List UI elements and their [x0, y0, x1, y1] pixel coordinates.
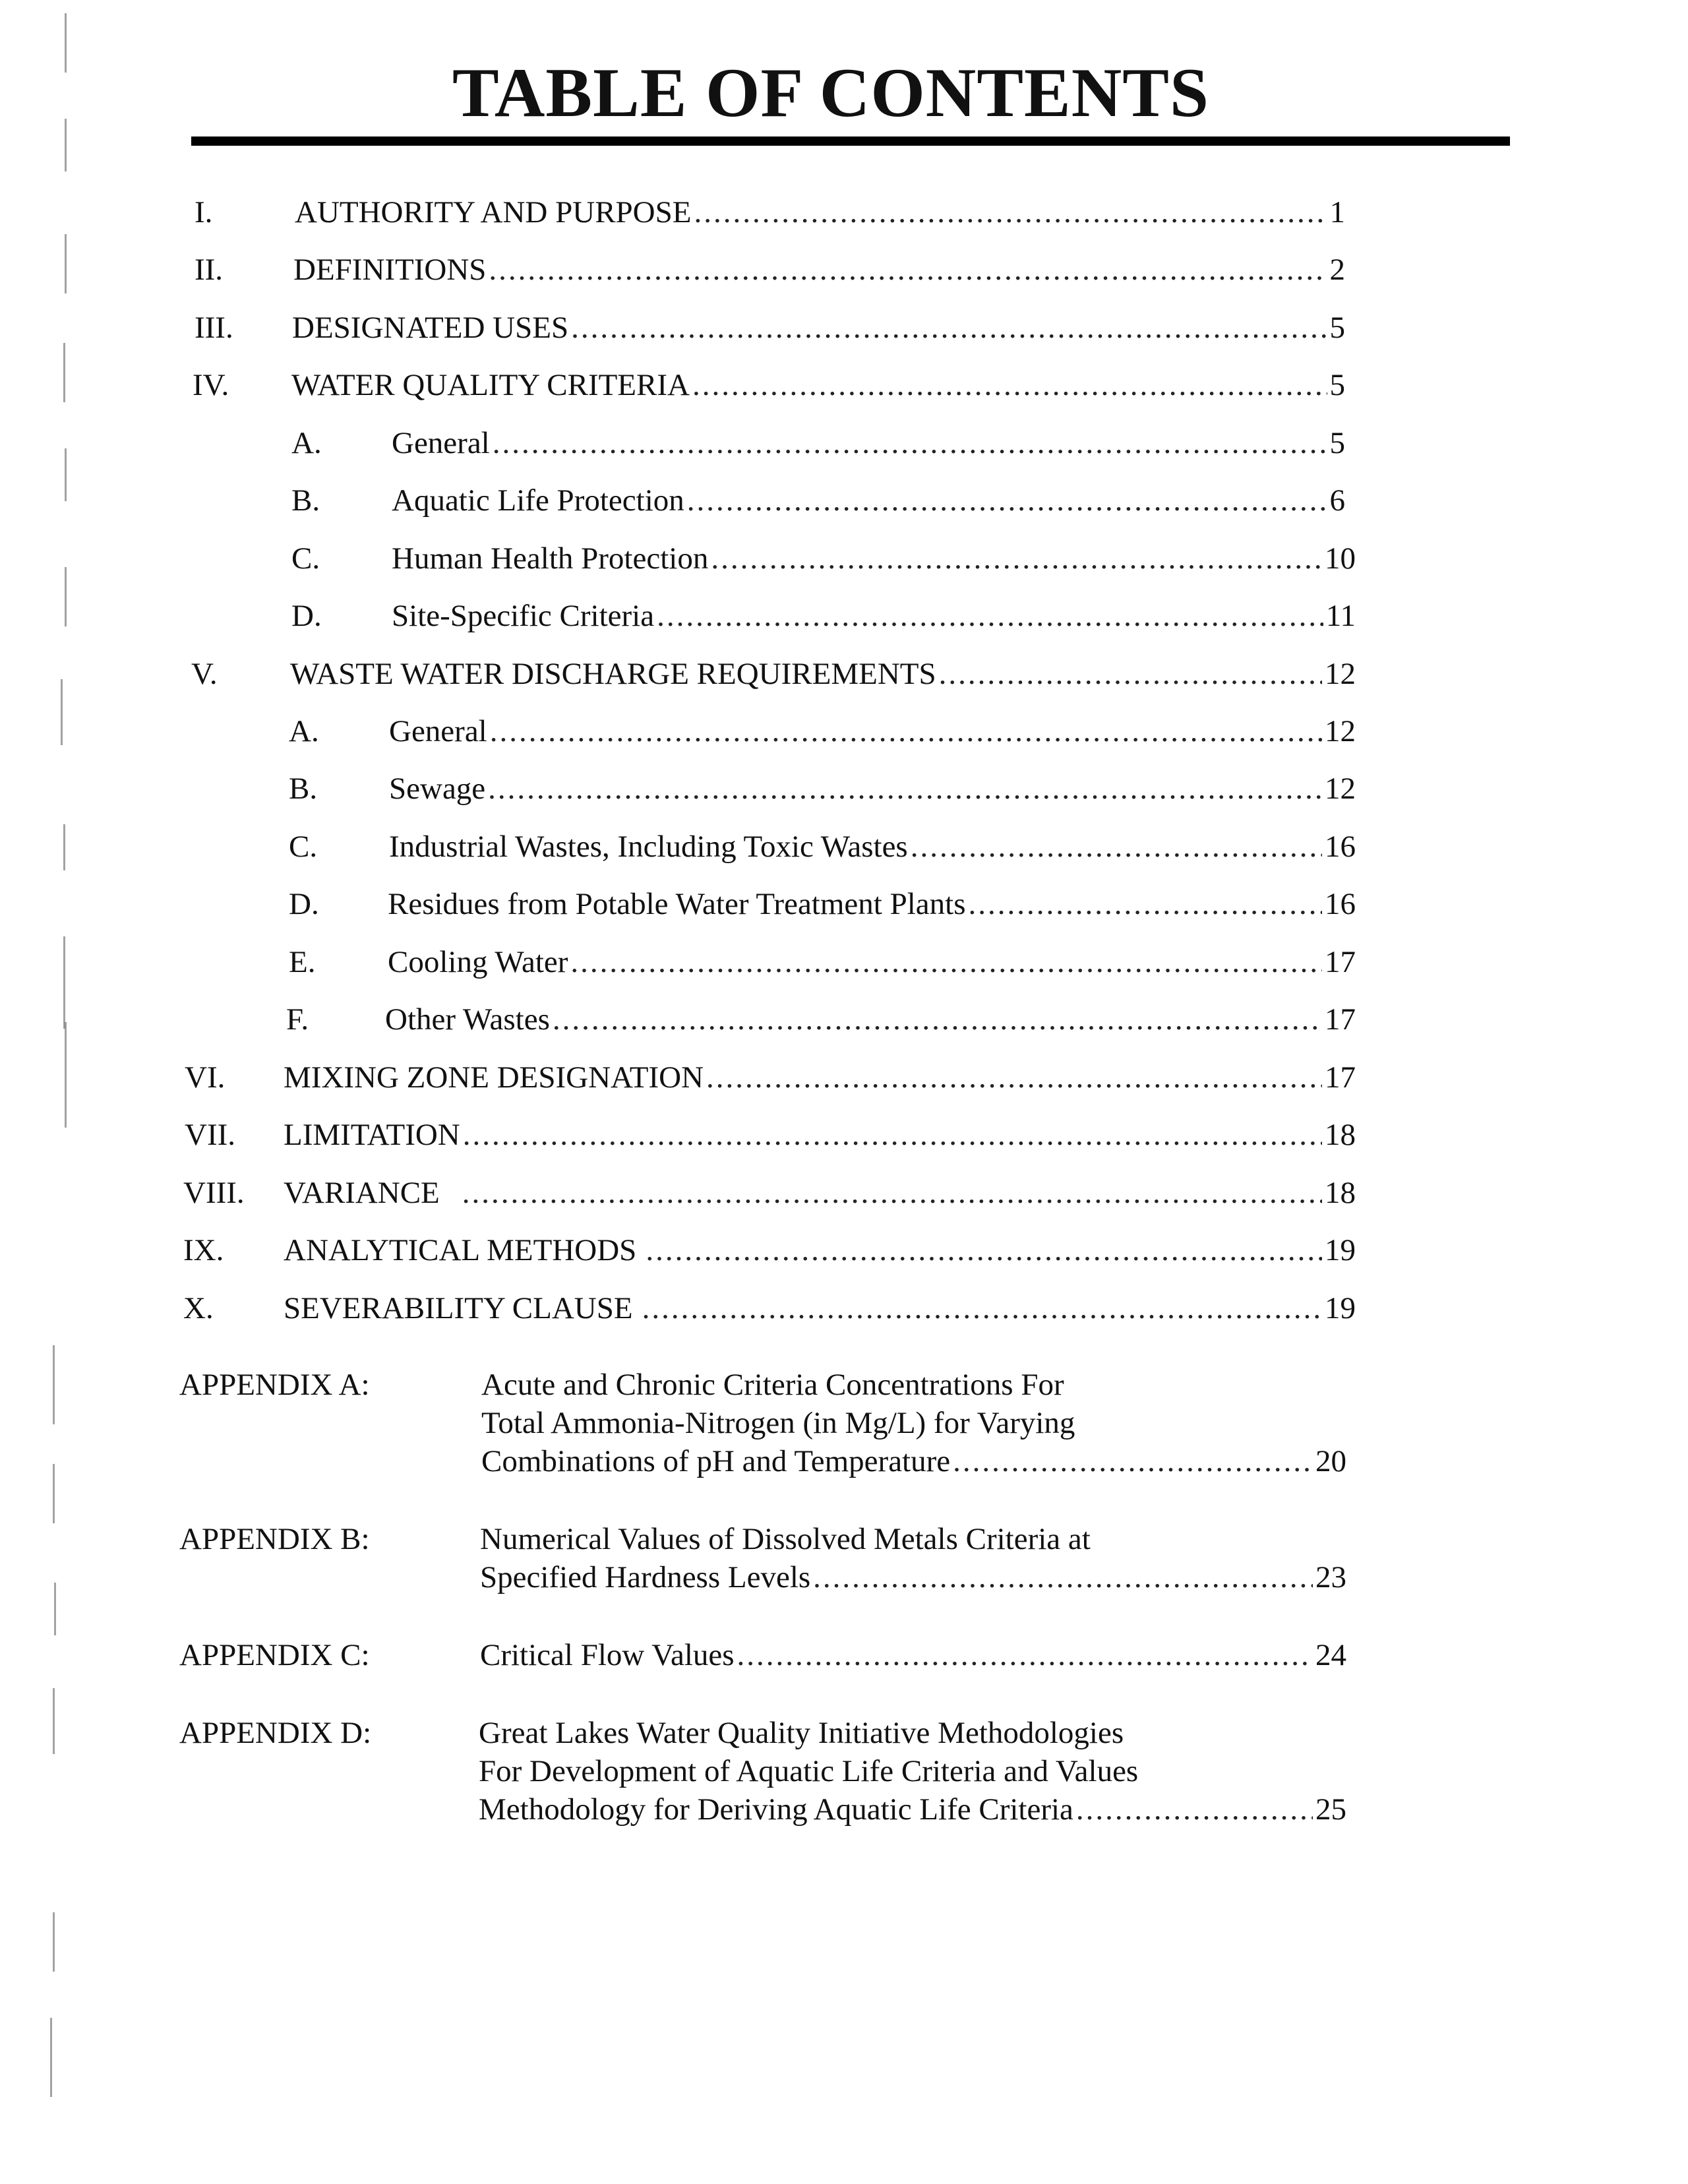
- dot-leader: [553, 1000, 1322, 1039]
- dot-leader: [488, 769, 1322, 808]
- page-title-text: TABLE OF CONTENTS: [452, 54, 1209, 131]
- appendix-title-line: For Development of Aquatic Life Criteria and Values: [479, 1754, 1139, 1788]
- appendix-title-line: Great Lakes Water Quality Initiative Methodologies: [479, 1716, 1124, 1750]
- dot-leader: [642, 1289, 1322, 1328]
- appendix-title-line: Numerical Values of Dissolved Metals Criteria at: [480, 1522, 1091, 1556]
- dot-leader: [694, 193, 1327, 232]
- appendix-page: 25: [1315, 1792, 1346, 1827]
- toc-entry[interactable]: [195, 308, 1345, 348]
- toc-entry-number: IV.: [193, 368, 229, 402]
- appendix-title-line: Critical Flow Values: [480, 1638, 735, 1672]
- dot-leader: [463, 1115, 1322, 1155]
- toc-entry-label: Aquatic Life Protection: [392, 483, 684, 518]
- appendix-key: APPENDIX A:: [179, 1368, 370, 1402]
- toc-entry-page: 6: [1329, 483, 1345, 518]
- toc-entry-number: A.: [289, 714, 319, 748]
- toc-entry-page: 17: [1325, 1060, 1356, 1095]
- toc-entry-page: 18: [1325, 1118, 1356, 1152]
- toc-entry-label: Cooling Water: [388, 945, 568, 979]
- toc-entry-label: VARIANCE: [284, 1176, 440, 1210]
- toc-entry-page: 10: [1325, 541, 1356, 576]
- appendix-entry[interactable]: [179, 1636, 1346, 1676]
- dot-leader: [939, 654, 1322, 694]
- toc-entry-number: F.: [286, 1002, 309, 1037]
- title-rule: [191, 136, 1510, 146]
- toc-entry-page: 11: [1325, 599, 1356, 633]
- dot-leader: [646, 1230, 1322, 1270]
- scan-binding-edge: [0, 0, 73, 2184]
- toc-subentry[interactable]: [291, 596, 1356, 636]
- toc-entry-number: I.: [195, 195, 213, 229]
- toc-entry-page: 5: [1329, 426, 1345, 460]
- toc-entry-number: VII.: [185, 1118, 235, 1152]
- appendix-page: 20: [1315, 1444, 1346, 1478]
- toc-entry-label: General: [389, 714, 487, 748]
- dot-leader: [490, 712, 1322, 751]
- appendix-title-line: Methodology for Deriving Aquatic Life Criteria: [479, 1792, 1073, 1827]
- toc-entry-label: Other Wastes: [385, 1002, 550, 1037]
- toc-entry-label: MIXING ZONE DESIGNATION: [284, 1060, 704, 1095]
- toc-entry-label: DESIGNATED USES: [292, 311, 569, 345]
- appendix-entry[interactable]: [179, 1520, 1346, 1599]
- dot-leader: [489, 250, 1327, 289]
- toc-entry-number: A.: [291, 426, 322, 460]
- appendix-page: 24: [1315, 1638, 1346, 1672]
- toc-entry-label: LIMITATION: [284, 1118, 460, 1152]
- appendix-key: APPENDIX B:: [179, 1522, 370, 1556]
- toc-entry-number: VI.: [185, 1060, 226, 1095]
- toc-entry-page: 19: [1325, 1233, 1356, 1267]
- dot-leader: [711, 539, 1322, 578]
- toc-entry-number: VIII.: [183, 1176, 245, 1210]
- dot-leader: [692, 365, 1327, 405]
- toc-entry[interactable]: [193, 365, 1345, 405]
- toc-entry-label: WASTE WATER DISCHARGE REQUIREMENTS: [290, 657, 936, 691]
- appendix-title-line: Total Ammonia-Nitrogen (in Mg/L) for Varying: [481, 1406, 1075, 1440]
- toc-entry-page: 12: [1325, 772, 1356, 806]
- toc-entry-page: 16: [1325, 887, 1356, 921]
- toc-entry-label: DEFINITIONS: [293, 253, 487, 287]
- toc-entry-page: 18: [1325, 1176, 1356, 1210]
- toc-subentry[interactable]: [291, 481, 1345, 520]
- appendix-key: APPENDIX C:: [179, 1638, 370, 1672]
- toc-entry[interactable]: [191, 654, 1356, 694]
- toc-entry[interactable]: [185, 1058, 1356, 1097]
- toc-subentry[interactable]: [291, 423, 1345, 463]
- toc-entry-number: B.: [291, 483, 320, 518]
- toc-entry-number: D.: [291, 599, 322, 633]
- toc-entry-number: V.: [191, 657, 218, 691]
- toc-subentry[interactable]: [289, 827, 1356, 866]
- dot-leader: [969, 884, 1323, 924]
- toc-entry-page: 2: [1329, 253, 1345, 287]
- toc-subentry[interactable]: [291, 539, 1356, 578]
- toc-entry-page: 5: [1329, 311, 1345, 345]
- toc-subentry[interactable]: [286, 1000, 1356, 1039]
- toc-entry-page: 5: [1329, 368, 1345, 402]
- toc-entry-number: E.: [289, 945, 316, 979]
- toc-entry-label: Site-Specific Criteria: [392, 599, 655, 633]
- toc-entry[interactable]: [195, 250, 1345, 289]
- dot-leader: [571, 308, 1327, 348]
- toc-entry-number: III.: [195, 311, 233, 345]
- toc-entry-label: ANALYTICAL METHODS: [284, 1233, 637, 1267]
- toc-entry[interactable]: [183, 1173, 1356, 1213]
- toc-entry-number: IX.: [183, 1233, 224, 1267]
- toc-subentry[interactable]: [289, 769, 1356, 808]
- page-title: [0, 54, 1688, 131]
- toc-entry-number: C.: [291, 541, 320, 576]
- toc-entry-label: Industrial Wastes, Including Toxic Wastes: [389, 830, 908, 864]
- toc-entry-page: 17: [1325, 945, 1356, 979]
- toc-entry-label: Human Health Protection: [392, 541, 709, 576]
- toc-entry[interactable]: [195, 193, 1345, 232]
- toc-entry-label: Sewage: [389, 772, 486, 806]
- toc-entry-page: 17: [1325, 1002, 1356, 1037]
- toc-entry-page: 16: [1325, 830, 1356, 864]
- dot-leader: [737, 1636, 1313, 1674]
- dot-leader: [657, 596, 1323, 636]
- toc-entry-label: SEVERABILITY CLAUSE: [284, 1291, 633, 1325]
- toc-entry-page: 1: [1329, 195, 1345, 229]
- toc-entry[interactable]: [185, 1115, 1356, 1155]
- toc-entry-number: B.: [289, 772, 318, 806]
- appendix-title-line: Acute and Chronic Criteria Concentrations For: [481, 1368, 1064, 1402]
- appendix-title-line: Specified Hardness Levels: [480, 1560, 811, 1594]
- appendix-entry[interactable]: [179, 1366, 1346, 1484]
- toc-entry-page: 12: [1325, 714, 1356, 748]
- toc-subentry[interactable]: [289, 942, 1356, 982]
- appendix-title-line: Combinations of pH and Temperature: [481, 1444, 951, 1478]
- toc-entry-page: 19: [1325, 1291, 1356, 1325]
- toc-entry-number: II.: [195, 253, 224, 287]
- toc-entry-page: 12: [1325, 657, 1356, 691]
- dot-leader: [462, 1173, 1322, 1213]
- toc-subentry[interactable]: [289, 712, 1356, 751]
- toc-entry[interactable]: [183, 1230, 1356, 1270]
- appendix-entry[interactable]: [179, 1714, 1346, 1833]
- toc-entry-number: X.: [183, 1291, 214, 1325]
- dot-leader: [953, 1442, 1313, 1480]
- toc-entry-number: C.: [289, 830, 318, 864]
- toc-entry-label: WATER QUALITY CRITERIA: [291, 368, 690, 402]
- toc-entry-label: Residues from Potable Water Treatment Plants: [388, 887, 966, 921]
- dot-leader: [687, 481, 1327, 520]
- dot-leader: [813, 1558, 1313, 1596]
- dot-leader: [706, 1058, 1322, 1097]
- toc-entry-label: AUTHORITY AND PURPOSE: [295, 195, 692, 229]
- dot-leader: [570, 942, 1322, 982]
- appendix-page: 23: [1315, 1560, 1346, 1594]
- toc-entry-label: General: [392, 426, 490, 460]
- dot-leader: [1076, 1790, 1313, 1829]
- toc-subentry[interactable]: [289, 884, 1356, 924]
- toc-entry[interactable]: [183, 1289, 1356, 1328]
- toc-entry-number: D.: [289, 887, 319, 921]
- dot-leader: [911, 827, 1322, 866]
- dot-leader: [493, 423, 1327, 463]
- appendix-key: APPENDIX D:: [179, 1716, 372, 1750]
